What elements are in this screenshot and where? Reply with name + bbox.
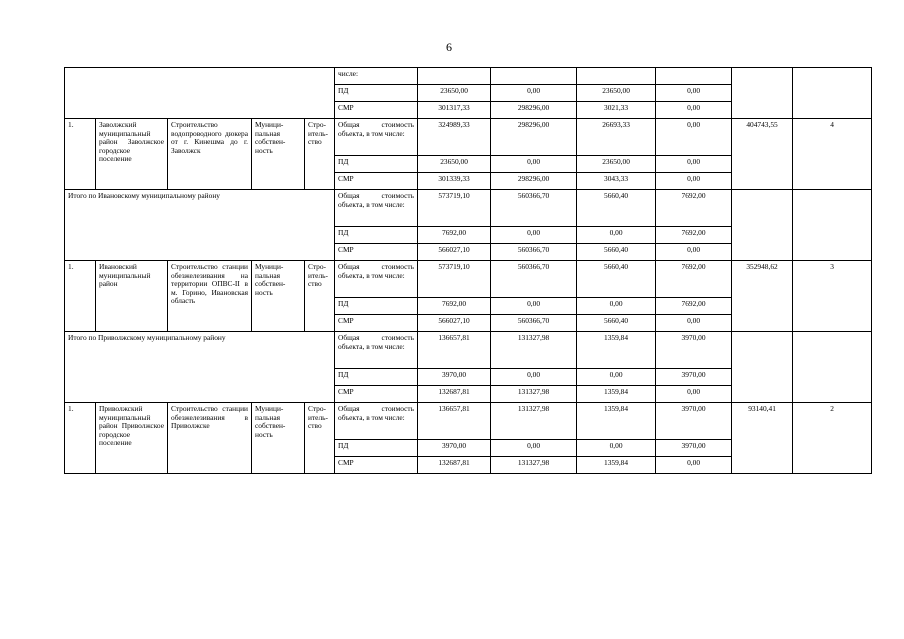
cost-value: 0,00 xyxy=(656,102,732,119)
district-name: Заволжский муниципальный район Заволжское городское поселение xyxy=(96,119,168,190)
cost-value: 298296,00 xyxy=(491,102,577,119)
cost-value: 131327,98 xyxy=(491,403,577,440)
cost-value: 132687,81 xyxy=(418,386,491,403)
cost-label: ПД xyxy=(335,369,418,386)
cost-value: 3970,00 xyxy=(656,440,732,457)
cost-value: 5660,40 xyxy=(577,261,656,298)
cost-value: 0,00 xyxy=(656,315,732,332)
work-type: Стро-итель-ство xyxy=(305,403,335,474)
cost-value: 136657,81 xyxy=(418,332,491,369)
cost-value: 131327,98 xyxy=(491,386,577,403)
empty-cell xyxy=(732,68,793,119)
cost-value: 566027,10 xyxy=(418,315,491,332)
subtotal-title: Итого по Ивановскому муниципальному району xyxy=(65,190,335,261)
cost-value: 560366,70 xyxy=(491,190,577,227)
row-number: 1. xyxy=(65,403,96,474)
cost-value: 132687,81 xyxy=(418,457,491,474)
cost-value: 301317,33 xyxy=(418,102,491,119)
cost-value: 0,00 xyxy=(491,85,577,102)
work-type: Стро-итель-ство xyxy=(305,261,335,332)
cost-label: ПД xyxy=(335,440,418,457)
page-number: 6 xyxy=(446,40,452,54)
total-value: 352948,62 xyxy=(732,261,793,332)
cost-value: 298296,00 xyxy=(491,119,577,156)
cost-label: СМР xyxy=(335,457,418,474)
cost-value: 560366,70 xyxy=(491,261,577,298)
cost-value: 301339,33 xyxy=(418,173,491,190)
total-value: 93140,41 xyxy=(732,403,793,474)
table-row xyxy=(65,332,872,369)
cost-value: 3970,00 xyxy=(418,369,491,386)
cost-value: 0,00 xyxy=(656,244,732,261)
object-name: Строительство водопроводного дюкера от г. Кинешма до г. Заволжск xyxy=(168,119,252,190)
cost-value: 23650,00 xyxy=(577,156,656,173)
cost-value: 0,00 xyxy=(491,440,577,457)
row-number: 1. xyxy=(65,119,96,190)
cost-value xyxy=(656,68,732,85)
district-name: Приволжский муниципальный район Приволжское городское поселение xyxy=(96,403,168,474)
cost-value: 26693,33 xyxy=(577,119,656,156)
cost-label: Общая стоимость объекта, в том числе: xyxy=(335,332,418,369)
cost-label: ПД xyxy=(335,85,418,102)
table-row xyxy=(65,403,872,440)
cost-value: 3970,00 xyxy=(656,369,732,386)
cost-value: 131327,98 xyxy=(491,457,577,474)
cost-value: 0,00 xyxy=(656,156,732,173)
cost-value: 0,00 xyxy=(656,173,732,190)
cost-value: 5660,40 xyxy=(577,244,656,261)
cost-value: 7692,00 xyxy=(656,261,732,298)
cost-label: Общая стоимость объекта, в том числе: xyxy=(335,119,418,156)
empty-cell xyxy=(65,68,335,119)
cost-label: ПД xyxy=(335,156,418,173)
cost-label: Общая стоимость объекта, в том числе: xyxy=(335,403,418,440)
table-row xyxy=(65,68,872,85)
ownership-type: Муници-пальная собствен-ность xyxy=(252,119,305,190)
cost-value: 7692,00 xyxy=(418,298,491,315)
cost-label: СМР xyxy=(335,244,418,261)
table-row xyxy=(65,119,872,156)
cost-value: 7692,00 xyxy=(656,190,732,227)
cost-value: 23650,00 xyxy=(418,85,491,102)
work-type: Стро-итель-ство xyxy=(305,119,335,190)
cost-value: 0,00 xyxy=(491,227,577,244)
cost-label: СМР xyxy=(335,102,418,119)
cost-value: 566027,10 xyxy=(418,244,491,261)
empty-cell xyxy=(732,332,793,403)
cost-value: 23650,00 xyxy=(418,156,491,173)
total-value: 404743,55 xyxy=(732,119,793,190)
cost-value: 7692,00 xyxy=(656,298,732,315)
cost-label: числе: xyxy=(335,68,418,85)
cost-value: 23650,00 xyxy=(577,85,656,102)
cost-value: 1359,84 xyxy=(577,457,656,474)
cost-value: 3970,00 xyxy=(418,440,491,457)
cost-label: СМР xyxy=(335,386,418,403)
cost-value: 1359,84 xyxy=(577,403,656,440)
cost-value xyxy=(491,68,577,85)
cost-value: 560366,70 xyxy=(491,315,577,332)
table-row xyxy=(65,261,872,298)
cost-label: Общая стоимость объекта, в том числе: xyxy=(335,261,418,298)
cost-value: 0,00 xyxy=(577,440,656,457)
cost-value: 0,00 xyxy=(491,156,577,173)
cost-value: 573719,10 xyxy=(418,261,491,298)
cost-label: ПД xyxy=(335,298,418,315)
cost-value: 7692,00 xyxy=(656,227,732,244)
cost-label: СМР xyxy=(335,173,418,190)
empty-cell xyxy=(732,190,793,261)
cost-value: 5660,40 xyxy=(577,190,656,227)
cost-value: 1359,84 xyxy=(577,386,656,403)
subtotal-title: Итого по Приволжскому муниципальному району xyxy=(65,332,335,403)
table-row xyxy=(65,190,872,227)
cost-value: 0,00 xyxy=(656,119,732,156)
cost-value: 1359,84 xyxy=(577,332,656,369)
cost-value: 3970,00 xyxy=(656,403,732,440)
cost-value: 0,00 xyxy=(491,298,577,315)
investment-table xyxy=(64,67,872,474)
cost-value: 136657,81 xyxy=(418,403,491,440)
cost-value: 560366,70 xyxy=(491,244,577,261)
cost-value xyxy=(577,68,656,85)
cost-value: 324989,33 xyxy=(418,119,491,156)
row-number: 1. xyxy=(65,261,96,332)
ownership-type: Муници-пальная собствен-ность xyxy=(252,403,305,474)
district-name: Ивановский муниципальный район xyxy=(96,261,168,332)
cost-label: Общая стоимость объекта, в том числе: xyxy=(335,190,418,227)
cost-value xyxy=(418,68,491,85)
cost-value: 0,00 xyxy=(491,369,577,386)
cost-label: СМР xyxy=(335,315,418,332)
cost-value: 573719,10 xyxy=(418,190,491,227)
rank-value: 3 xyxy=(793,261,872,332)
ownership-type: Муници-пальная собствен-ность xyxy=(252,261,305,332)
cost-value: 7692,00 xyxy=(418,227,491,244)
cost-value: 0,00 xyxy=(656,457,732,474)
cost-value: 5660,40 xyxy=(577,315,656,332)
cost-value: 131327,98 xyxy=(491,332,577,369)
rank-value: 2 xyxy=(793,403,872,474)
cost-value: 3970,00 xyxy=(656,332,732,369)
cost-value: 0,00 xyxy=(577,298,656,315)
object-name: Строительство станции обезжелезивания на территории ОПВС-II в м. Горино, Ивановская область xyxy=(168,261,252,332)
cost-label: ПД xyxy=(335,227,418,244)
empty-cell xyxy=(793,190,872,261)
empty-cell xyxy=(793,332,872,403)
rank-value: 4 xyxy=(793,119,872,190)
table-body xyxy=(65,68,872,474)
cost-value: 0,00 xyxy=(577,227,656,244)
object-name: Строительство станции обезжелезивания в Приволжске xyxy=(168,403,252,474)
cost-value: 0,00 xyxy=(656,85,732,102)
cost-value: 0,00 xyxy=(656,386,732,403)
cost-value: 3021,33 xyxy=(577,102,656,119)
cost-value: 0,00 xyxy=(577,369,656,386)
cost-value: 298296,00 xyxy=(491,173,577,190)
cost-value: 3043,33 xyxy=(577,173,656,190)
empty-cell xyxy=(793,68,872,119)
